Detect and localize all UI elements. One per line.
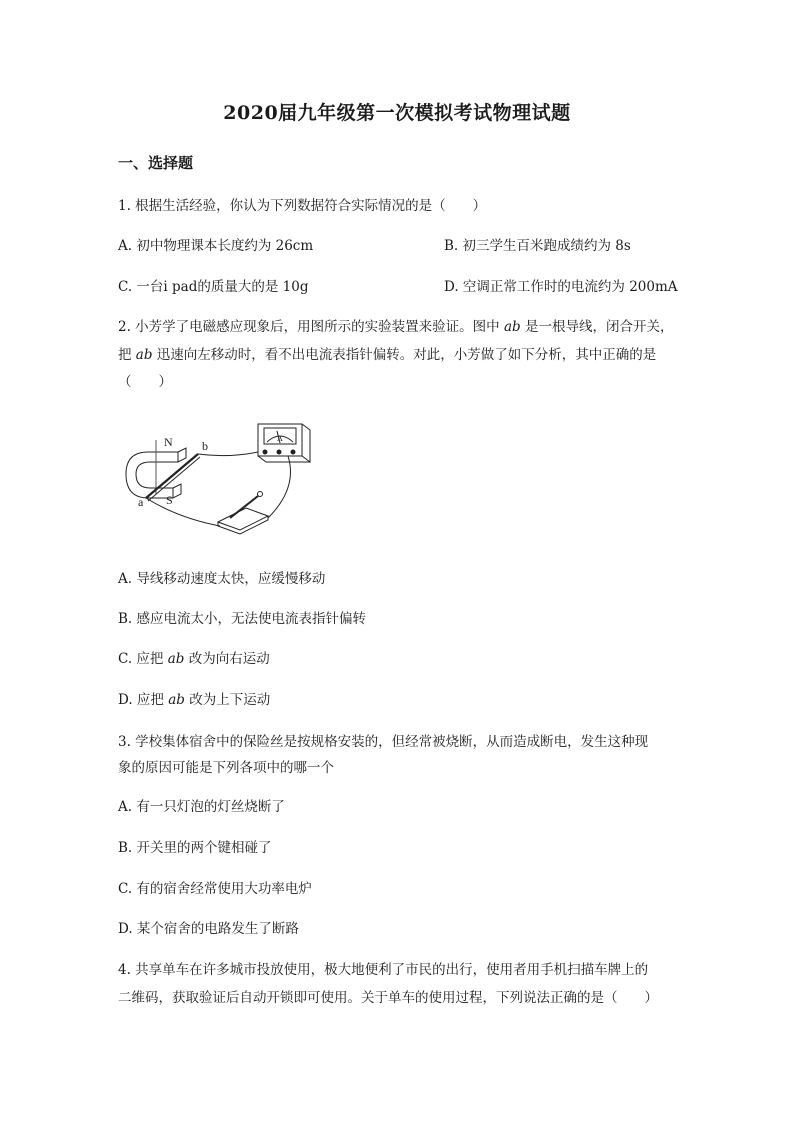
q1-option-c[interactable]: C. 一台i pad的质量大的是 10g [118, 279, 309, 295]
wire-label: ab [167, 651, 185, 667]
wire-label: ab [135, 347, 153, 363]
text: 是一根导线，闭合开关， [520, 319, 674, 335]
q1-stem: 1. 根据生活经验，你认为下列数据符合实际情况的是（ ） [118, 198, 487, 214]
q2-option-a[interactable]: A. 导线移动速度太快，应缓慢移动 [118, 571, 326, 587]
q4-stem-line2: 二维码，获取验证后自动开锁即可使用。关于单车的使用过程，下列说法正确的是（ ） [118, 990, 658, 1006]
page-title: 2020届九年级第一次模拟考试物理试题 [223, 102, 571, 124]
q2-option-b[interactable]: B. 感应电流太小，无法使电流表指针偏转 [118, 611, 367, 627]
text: 改为上下运动 [184, 692, 271, 708]
section-heading: 一、选择题 [118, 154, 194, 172]
q1-option-d[interactable]: D. 空调正常工作时的电流约为 200mA [444, 279, 678, 295]
wire-label: ab [168, 692, 185, 708]
label-ammeter: A [277, 434, 283, 443]
q2-option-d[interactable] [118, 690, 270, 710]
q2-stem-line2 [118, 345, 656, 365]
q3-stem-line2: 象的原因可能是下列各项中的哪一个 [118, 760, 334, 776]
switch-handle [258, 492, 263, 497]
text: D. 应把 [118, 692, 169, 708]
text: 把 [118, 347, 136, 363]
label-a: a [138, 495, 144, 509]
switch-base [218, 508, 268, 530]
q3-option-c[interactable]: C. 有的宿舍经常使用大功率电炉 [118, 881, 312, 897]
u-magnet-outline [126, 452, 178, 498]
q3-option-a[interactable]: A. 有一只灯泡的灯丝烧断了 [118, 799, 285, 815]
text: 2. 小芳学了电磁感应现象后，用图所示的实验装置来验证。图中 [118, 319, 504, 335]
wire-to-switch [146, 498, 220, 526]
ammeter-terminal [263, 450, 267, 454]
q2-option-c[interactable] [118, 649, 270, 669]
conductor-ab [146, 454, 198, 498]
q2-stem-line1 [118, 317, 673, 337]
label-n: N [164, 435, 173, 449]
text: 迅速向左移动时，看不出电流表指针偏转。对此，小芳做了如下分析，其中正确的是 [152, 347, 657, 363]
ammeter-base [258, 456, 310, 462]
text: C. 应把 [118, 651, 168, 667]
switch-lever [230, 496, 258, 518]
q1-option-a[interactable]: A. 初中物理课本长度约为 26cm [118, 238, 314, 254]
ammeter-terminal [291, 450, 295, 454]
q3-option-d[interactable]: D. 某个宿舍的电路发生了断路 [118, 921, 299, 937]
ammeter-terminal [277, 450, 281, 454]
wire-label: ab [503, 319, 521, 335]
label-b: b [202, 439, 208, 453]
q4-stem-line1: 4. 共享单车在许多城市投放使用，极大地便利了市民的出行，使用者用手机扫描车牌上的 [118, 962, 649, 978]
wire-ammeter-switch [268, 456, 291, 518]
magnet-n-pole [178, 448, 186, 462]
text: 改为向右运动 [184, 651, 270, 667]
q3-option-b[interactable]: B. 开关里的两个键相碰了 [118, 840, 272, 856]
induction-apparatus-figure [118, 418, 318, 543]
q1-option-b[interactable]: B. 初三学生百米跑成绩约为 8s [444, 238, 631, 254]
label-s: S [166, 493, 173, 507]
ammeter-side [302, 424, 310, 462]
q2-stem-line3: （ ） [118, 374, 172, 390]
q3-stem-line1: 3. 学校集体宿舍中的保险丝是按规格安装的，但经常被烧断，从而造成断电，发生这种现 [118, 734, 649, 750]
magnet-s-pole [173, 484, 181, 498]
